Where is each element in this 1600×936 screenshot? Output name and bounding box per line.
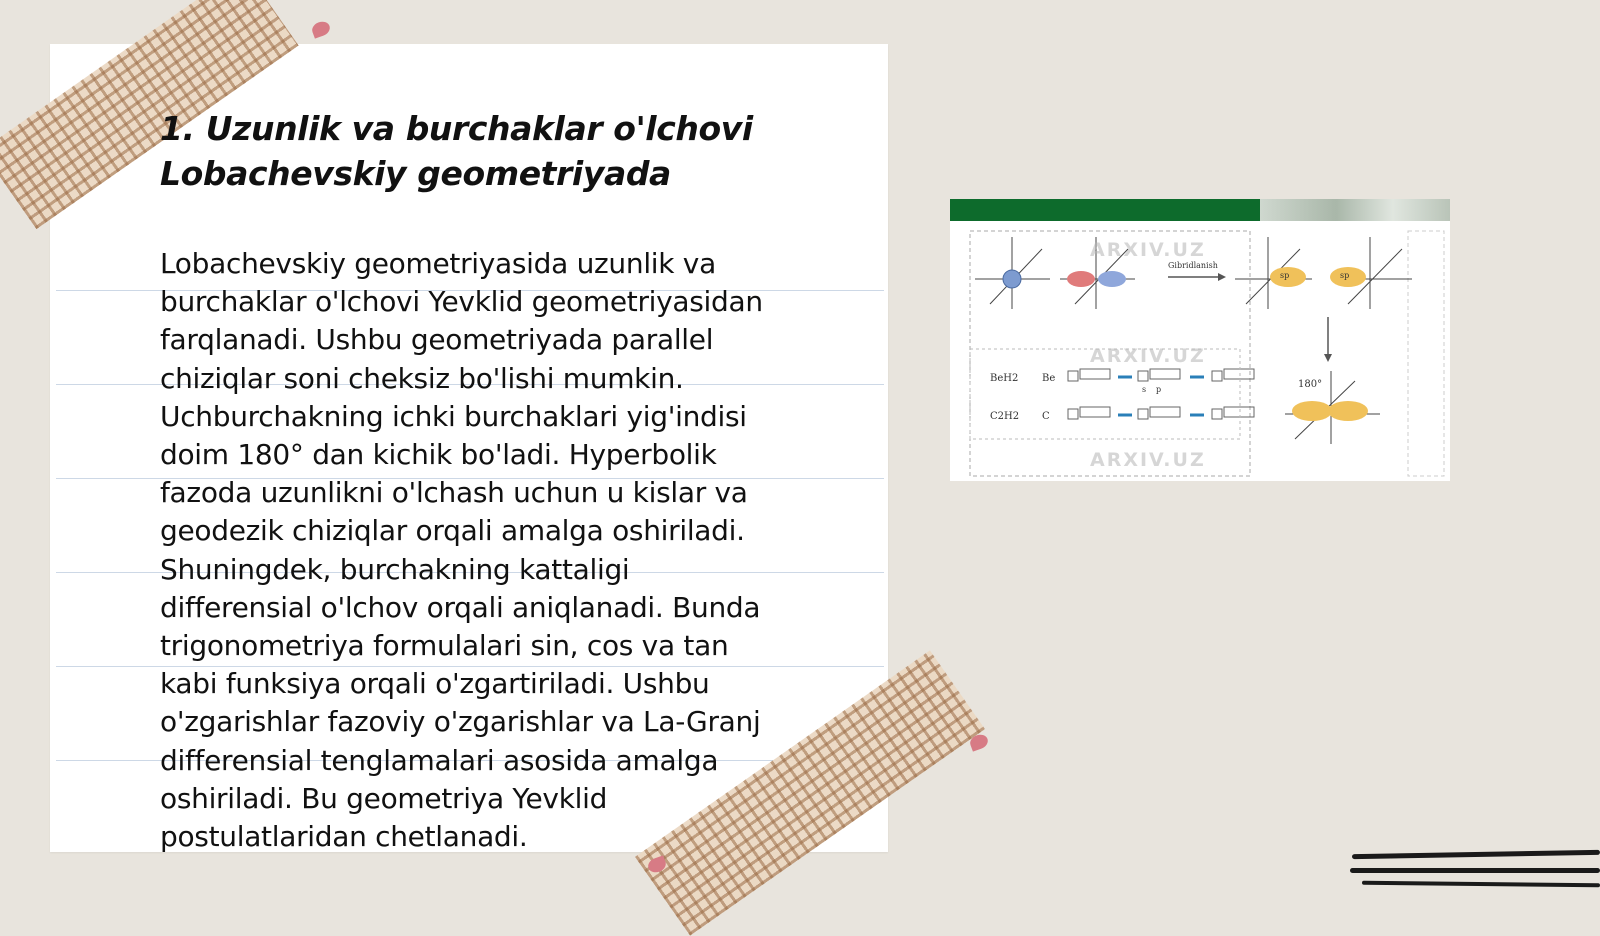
- watermark: ARXIV.UZ: [1090, 449, 1206, 471]
- slide-title: [160, 106, 860, 196]
- tape-pin: [310, 19, 332, 38]
- label-sp: sp: [1280, 271, 1290, 280]
- slide-body: [160, 245, 860, 856]
- body-line: chiziqlar soni cheksiz bo'lishi mumkin.: [160, 361, 684, 395]
- body-line: postulatlaridan chetlanadi.: [160, 820, 528, 854]
- brush-stroke: [1352, 850, 1600, 859]
- watermark: ARXIV.UZ: [1090, 239, 1206, 261]
- brush-stroke: [1350, 868, 1600, 873]
- orbital-diagram-image: [950, 199, 1450, 481]
- body-line: differensial o'lchov orqali aniqlanadi. Bunda: [160, 590, 761, 624]
- label-hybridization: Gibridlanish: [1168, 261, 1218, 270]
- brush-stroke: [1362, 881, 1600, 887]
- body-line: Lobachevskiy geometriyasida uzunlik va: [160, 247, 716, 280]
- label-s: s: [1142, 385, 1147, 394]
- label-c2h2: C2H2: [990, 411, 1020, 422]
- label-angle: 180°: [1298, 379, 1323, 390]
- body-line: burchaklar o'lchovi Yevklid geometriyasidan: [160, 285, 763, 319]
- body-line: doim 180° dan kichik bo'ladi. Hyperbolik: [160, 438, 717, 472]
- body-line: Shuningdek, burchakning kattaligi: [160, 552, 630, 586]
- body-line: fazoda uzunlikni o'lchash uchun u kislar va: [160, 476, 748, 510]
- body-line: geodezik chiziqlar orqali amalga oshiriladi.: [160, 514, 745, 548]
- label-p: p: [1156, 385, 1162, 394]
- body-line: trigonometriya formulalari sin, cos va tan: [160, 629, 729, 663]
- label-be: Be: [1042, 373, 1056, 384]
- label-beh2: BeH2: [990, 373, 1019, 384]
- title-line: 1. Uzunlik va burchaklar o'lchovi: [160, 109, 753, 148]
- label-sp: sp: [1340, 271, 1350, 280]
- watermark: ARXIV.UZ: [1090, 345, 1206, 367]
- body-line: kabi funksiya orqali o'zgartiriladi. Ushbu: [160, 667, 710, 701]
- body-line: o'zgarishlar fazoviy o'zgarishlar va La-Granj: [160, 705, 761, 739]
- body-line: Uchburchakning ichki burchaklari yig'indisi: [160, 399, 747, 433]
- title-line: Lobachevskiy geometriyada: [160, 154, 671, 193]
- body-line: oshiriladi. Bu geometriya Yevklid: [160, 781, 608, 815]
- label-c: C: [1042, 411, 1050, 422]
- body-line: differensial tenglamalari asosida amalga: [160, 743, 719, 777]
- body-line: farqlanadi. Ushbu geometriyada parallel: [160, 323, 714, 357]
